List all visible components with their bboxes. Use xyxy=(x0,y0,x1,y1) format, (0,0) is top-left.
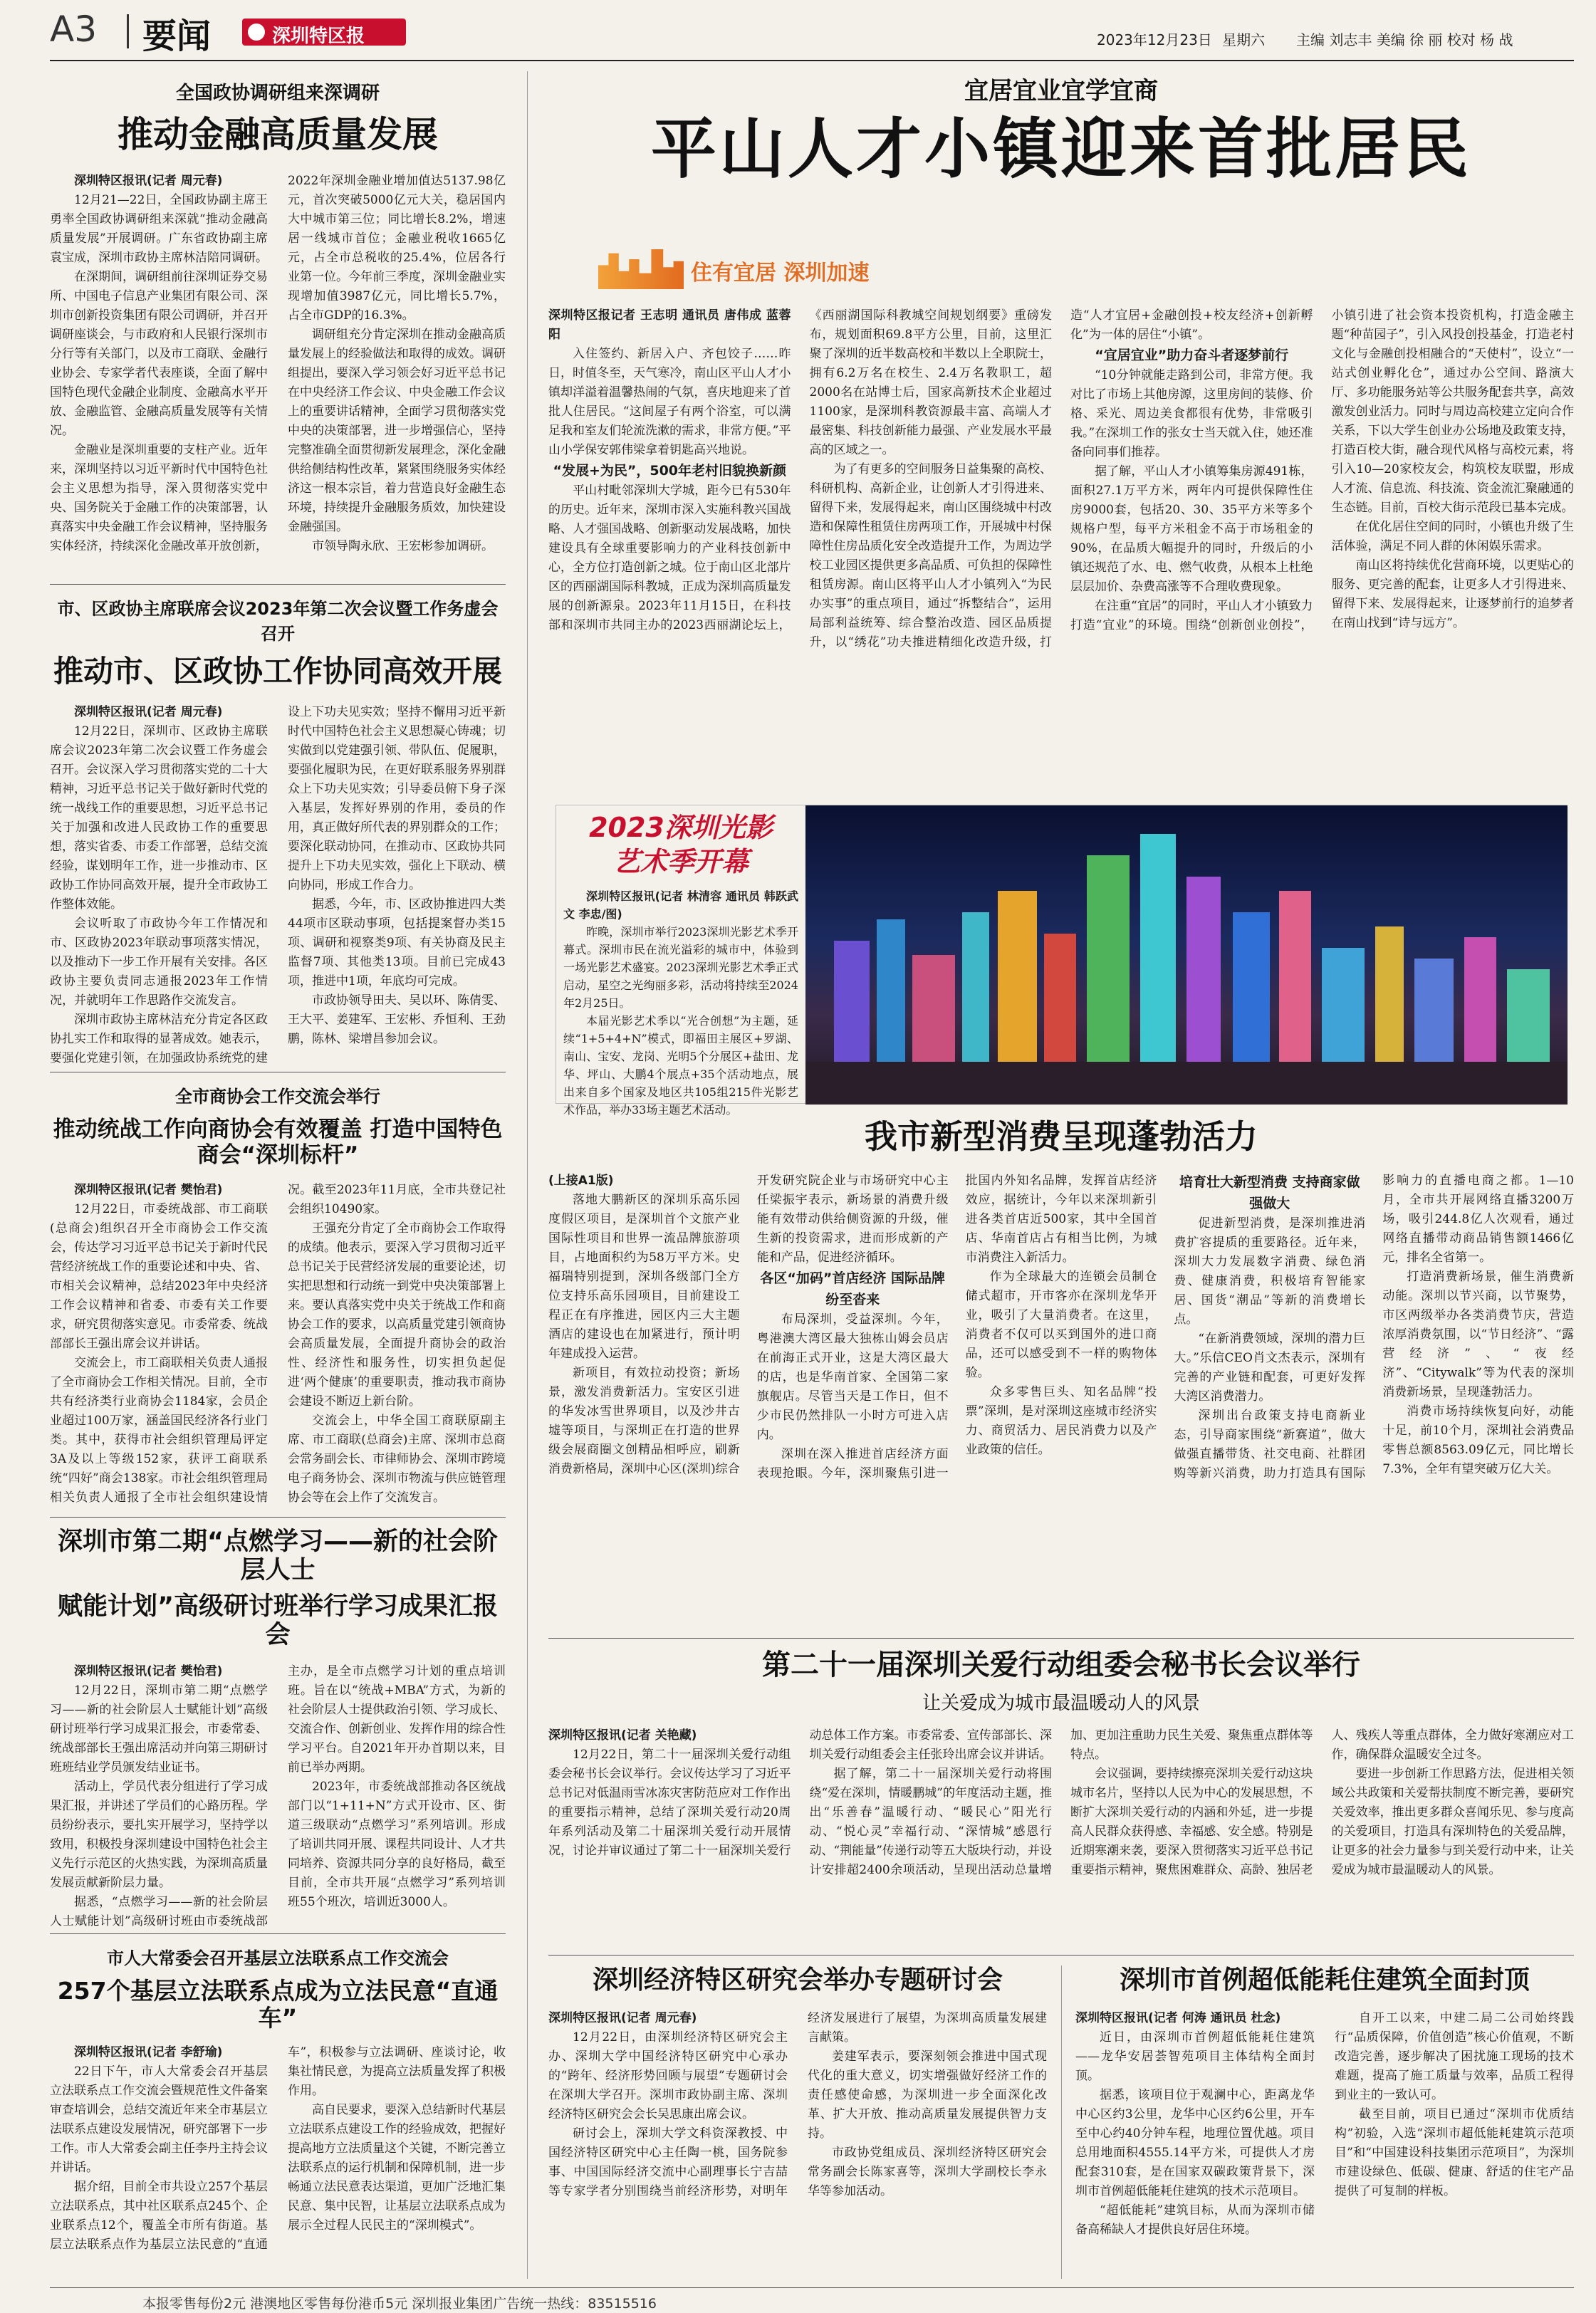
article-headline: 推动市、区政协工作协同高效开展 xyxy=(53,654,502,689)
paragraph: 在优化居住空间的同时，小镇也升级了生活体验，满足不同人群的休闲娱乐需求。 xyxy=(1331,520,1574,553)
footer-line: 本报零售每份2元 港澳地区零售每份港币5元 深圳报业集团广告统一热线：83515516 xyxy=(142,2296,657,2312)
article-body xyxy=(50,703,506,1087)
paragraph: 深圳在深入推进首店经济方面表现抢眼。今年，深圳聚焦引进一批国内外知名品牌，发挥首店经济效应，据统计，今年以来深圳新引进各类首店近500家，其中全国首店、华南首店占有相当比例，为城市消费注入新活力。 xyxy=(756,1173,1157,1481)
footer-rule xyxy=(50,2287,1574,2288)
light-art-body xyxy=(563,887,798,1117)
paragraph: 据悉，今年，市、区政协推进四大类44项市区联动事项，包括提案督办类15项、调研和视察类9项、有关协商及民主监督7项、其他类13项。目前已完成43项，推进中1项，年底均可完成。 xyxy=(288,897,506,989)
paragraph: 12月22日，由深圳经济特区研究会主办、深圳大学中国经济特区研究中心承办的“跨年、经济形势回顾与展望”专题研讨会在深圳大学召开。深圳市政协副主席、深圳经济特区研究会会长吴思康出席会议。 xyxy=(548,2030,788,2122)
consumption-story xyxy=(548,1118,1574,1631)
paragraph: 南山区将持续优化营商环境，以更贴心的服务、更完善的配套，让更多人才引得进来、留得下来、发展得起来，让逐梦前行的追梦者在南山找到“诗与远方”。 xyxy=(1331,558,1574,630)
issue-date: 2023年12月23日 xyxy=(1097,31,1212,48)
econ-forum-body xyxy=(548,2009,1047,2280)
paragraph: 市政协党组成员、深圳经济特区研究会常务副会长陈家喜等，深圳大学副校长李永华等参加活动。 xyxy=(808,2146,1047,2199)
masthead-rule xyxy=(50,60,1574,61)
article-headline-line1: 深圳市第二期“点燃学习——新的社会阶层人士 xyxy=(57,1528,498,1585)
article-body xyxy=(50,172,506,570)
article-headline: 推动统战工作向商协会有效覆盖 打造中国特色商会“深圳标杆” xyxy=(53,1117,503,1168)
paragraph: 布局深圳，受益深圳。今年，粤港澳大湾区最大独栋山姆会员店在前海正式开业，这是大湾区最大的店，也是华南首家、全国第二家旗舰店。尽管当天是工作日，但不少市民仍然排队一小时方可进入店内。 xyxy=(756,1312,949,1442)
building xyxy=(834,941,870,1069)
paragraph: 调研组充分肯定深圳在推动金融高质量发展上的经验做法和取得的成效。调研组提出，要深入学习领会好习近平总书记在中央经济工作会议、中央金融工作会议上的重要讲话精神，全面学习贯彻落实党中央的决策部署，进一步增强信心，坚持完整准确全面贯彻新发展理念，深化金融供给侧结构性改革，紧紧围绕服务实体经济这一根本宗旨，着力营造良好金融生态环境，持续提升金融服务质效，加快建设金融强国。 xyxy=(288,327,506,534)
section-rule xyxy=(548,1638,1574,1639)
paragraph: 研讨会上，深圳大学文科资深教授、中国经济特区研究中心主任陶一桃，国务院参事、中国国际经济交流中心副理事长宁吉喆等专家学者分别围绕当前经济形势，对明年经济发展进行了展望，为深圳高质量发展建言献策。 xyxy=(548,2011,1047,2199)
byline: 深圳特区报记者 王志明 通讯员 唐伟成 蓝蓉阳 xyxy=(548,308,791,342)
building xyxy=(1464,937,1496,1069)
section-rule xyxy=(548,1955,1574,1956)
lead-kicker: 宜居宜业宜学宜商 xyxy=(964,77,1158,105)
building xyxy=(1044,934,1076,1069)
paragraph: 会议听取了市政协今年工作情况和市、区政协2023年联动事项落实情况，以及推动下一步工作开展有关安排。各区政协主要负责同志通报2023年工作情况，并就明年工作思路作交流发言。 xyxy=(50,917,268,1008)
paragraph: 在深期间，调研组前往深圳证券交易所、中国电子信息产业集团有限公司、深圳市创新投资集团有限公司调研，并召开调研座谈会，与市政府和人民银行深圳市分行等有关部门，以及市工商联、金融行业协会、专家学者代表座谈，全面了解中国特色现代金融企业制度、金融高水平开放、金融监管、金融高质量发展等有关情况。 xyxy=(50,269,268,438)
paragraph: 深圳出台政策支持电商新业态，引导商家围绕“新赛道”，做大做强直播带货、社交电商、社群团购等新兴消费，助力打造具有国际影响力的直播电商之都。1—10月，全市共开展网络直播3200万场，吸引244.8亿人次观看，通过网络直播带动商品销售额1466亿元，排名全省第一。 xyxy=(1174,1173,1574,1481)
paragraph: “10分钟就能走路到公司，非常方便。我对比了市场上其他房源，这里房间的装修、价格、采光、周边美食都很有优势，非常吸引我。”在深圳工作的张女士当天就入住，她还准备向同事们推荐。 xyxy=(1070,368,1313,459)
paragraph: 促进新型消费，是深圳推进消费扩容提质的重要路径。近年来，深圳大力发展数字消费、绿色消费、健康消费，积极培育智能家居、国货“潮品”等新的消费增长点。 xyxy=(1174,1216,1366,1327)
paragraph: 据悉，“点燃学习——新的社会阶层人士赋能计划”高级研讨班由市委统战部主办，是全市点燃学习计划的重点培训班。旨在以“统战+MBA”方式，为新的社会阶层人士提供政治引领、学习成长、交流合作、创新创业、发挥作用的综合性学习平台。自2021年开办首期以来，目前已举办两期。 xyxy=(50,1664,506,1928)
paragraph: 昨晚，深圳市举行2023深圳光影艺术季开幕式。深圳市民在流光溢彩的城市中，体验到一场光影艺术盛宴。2023深圳光影艺术季正式启动，星空之光绚丽多彩，活动将持续至2024年2月25日。 xyxy=(563,925,798,1011)
paragraph: 12月21—22日，全国政协副主席王勇率全国政协调研组来深就“推动金融高质量发展”开展调研。广东省政协副主席袁宝成，深圳市政协主席林洁陪同调研。 xyxy=(50,192,268,265)
paragraph: 自开工以来，中建二局二公司始终践行“品质保障，价值创造”核心价值观，不断改造完善，逐步解决了困扰施工现场的技术难题，提高了施工质量与效率，品质工程得到业主的一致认可。 xyxy=(1335,2011,1574,2103)
weekday: 星期六 xyxy=(1222,31,1266,48)
byline: 深圳特区报讯(记者 樊怡君) xyxy=(74,1664,223,1678)
article-headline: 推动金融高质量发展 xyxy=(118,114,438,155)
subhead: “宜居宜业”助力奋斗者逐梦前行 xyxy=(1095,348,1289,363)
subhead: 各区“加码”首店经济 国际品牌纷至沓来 xyxy=(760,1270,945,1307)
jump-line: (上接A1版) xyxy=(548,1173,614,1188)
consumption-headline: 我市新型消费呈现蓬勃活力 xyxy=(865,1117,1258,1156)
lead-banner xyxy=(598,249,869,289)
column-divider xyxy=(1061,1965,1062,2279)
paragraph: 入住签约、新居入户、齐包饺子……昨日，时值冬至，天气寒冷，南山区平山人才小镇却洋溢着温馨热闹的气氛，喜庆地迎来了首批人住居民。“这间屋子有两个浴室，可以满足我和室友们轮流洗漱的需求，非常方便。”平山小学保安郭伟梁拿着钥匙高兴地说。 xyxy=(548,347,791,457)
paragraph: 高自民要求，要深入总结新时代基层立法联系点建设工作的经验成效，把握好提高地方立法质量这个关键，不断完善立法联系点的运行机制和保障机制，进一步畅通立法民意表达渠道，更加广泛地汇集民意、集中民智，让基层立法联系点成为展示全过程人民民主的“深圳模式”。 xyxy=(288,2102,506,2233)
paragraph: 2023年，市委统战部推动各区统战部门以“1+11+N”方式开设市、区、街道三级联动“点燃学习”系列培训。形成了培训共同开展、课程共同设计、人才共同培养、资源共同分享的良好格局，截至目前，全市共开展“点燃学习”系列培训班55个班次，培训近3000人。 xyxy=(288,1780,506,1909)
editors-line: 主编 刘志丰 美编 徐 丽 校对 杨 战 xyxy=(1296,31,1513,48)
green-building-story xyxy=(1075,1965,1574,2286)
building xyxy=(877,919,905,1069)
building xyxy=(1279,891,1311,1069)
paragraph: 12月22日，市委统战部、市工商联(总商会)组织召开全市商协会工作交流会，传达学习习近平总书记关于新时代民营经济统战工作的重要论述和中央、省、市相关会议精神，总结2023年中央经济工作会议精神和省委、市委有关工作要求，研究贯彻落实意见。市委常委、统战部部长王强出席会议并讲话。 xyxy=(50,1202,268,1352)
building xyxy=(1507,969,1550,1069)
article-body xyxy=(50,1181,506,1537)
issue-date-block xyxy=(1097,28,1265,49)
paragraph: 近日，由深圳市首例超低能耗住建筑——龙华安居荟智苑项目主体结构全面封顶。 xyxy=(1075,2030,1315,2084)
paragraph: 据悉，该项目位于观澜中心，距离龙华中心区约3公里，龙华中心区约6公里，开车至中心约40分钟车程，地理位置优越。项目总用地面积4555.14平方米，可提供人才房配套310套，是在国家双碳政策背景下，深圳市首例超低能耗住建筑的技术示范项目。 xyxy=(1075,2088,1315,2199)
paragraph: 会议强调，要持续擦亮深圳关爱行动这块城市名片，坚持以人民为中心的发展思想，不断扩大深圳关爱行动的内涵和外延，进一步提高人民群众获得感、幸福感、安全感。特别是近期寒潮来袭，要深入贯彻落实习近平总书记重要指示精神，聚焦困难群众、高龄、独居老人、残疾人等重点群体，全力做好寒潮应对工作，确保群众温暖安全过冬。 xyxy=(1070,1728,1574,1877)
paragraph: 据介绍，目前全市共设立257个基层立法联系点，其中社区联系点245个、企业联系点12个，覆盖全市所有街道。基层立法联系点作为基层立法民意的“直通车”，积极参与立法调研、座谈讨论，收集社情民意，为提高立法质量发挥了积极作用。 xyxy=(50,2045,506,2252)
paragraph: 平山村毗邻深圳大学城，距今已有530年的历史。近年来，深圳市深入实施科教兴国战略、人才强国战略、创新驱动发展战略，加快建设具有全球重要影响力的产业科技创新中心，全方位打造创新之城。位于南山区北部片区的西丽湖国际科教城，正成为深圳高质量发展的创新源泉。2023年11月15日，在科技部和深圳市共同主办的2023西丽湖论坛上，《西丽湖国际科教城空间规划纲要》重磅发布，规划面积69.8平方公里，目前，这里汇聚了深圳的近半数高校和半数以上全职院士，拥有6.2万名在校生、2.4万名教职工，超2000名在站博士后，国家高新技术企业超过1100家，是深圳科教资源最丰富、高端人才最密集、科技创新能力最强、产业发展水平最高的区域之一。 xyxy=(548,308,1052,632)
paragraph: 要进一步创新工作思路方法，促进相关领域公共政策和关爱帮扶制度不断完善，要研究关爱效率，推出更多群众喜闻乐见、参与度高的关爱项目，打造具有深圳特色的关爱品牌，让更多的社会力量参与到关爱行动中来，让关爱成为城市最温暖动人的风景。 xyxy=(1331,1767,1574,1877)
article-kicker: 全市商协会工作交流会举行 xyxy=(175,1087,380,1107)
love-action-story xyxy=(548,1649,1574,1948)
love-action-body xyxy=(548,1726,1574,1947)
logo-emblem-icon xyxy=(248,24,265,41)
paragraph: 为了有更多的空间服务日益集聚的高校、科研机构、高新企业，让创新人才引得进来、留得下来，发展得起来，南山区围绕城中村改造和保障性租赁住房两项工作，开展城中村保障性住房品质化安全改造提升工作，为周边学校工业园区提供更多高品质、可负担的保障性租赁房源。南山区将平山人才小镇列入“为民办实事”的重点项目，通过“拆整结合”，运用局部利益统筹、综合整治改造、园区品质提升，以“绣花”功夫推进精细化改造升级，打造“人才宜居+金融创投+校友经济+创新孵化”为一体的居住“小镇”。 xyxy=(809,308,1313,649)
paragraph: 市领导陶永欣、王宏彬参加调研。 xyxy=(312,538,494,553)
masthead-divider xyxy=(127,14,129,48)
paragraph: 金融业是深圳重要的支柱产业。近年来，深圳坚持以习近平新时代中国特色社会主义思想为指导，深入贯彻落实党中央、国务院关于金融工作的决策部署，认真落实中央金融工作会议精神，坚持服务实体经济，持续深化金融改革开放创新，2022年深圳金融业增加值达5137.98亿元，首次突破5000亿元大关，稳居国内大中城市第三位；同比增长8.2%，增速居一线城市首位；金融业税收1665亿元，占全市总税收的25.4%，位居各行业第一位。今年前三季度，深圳金融业实现增加值3987亿元，同比增长5.7%，占全市GDP的16.3%。 xyxy=(50,173,506,553)
paragraph: 据了解，第二十一届深圳关爱行动将围绕“爱在深圳，情暖鹏城”的年度活动主题，推出“乐善春”温暖行动、“暖民心”阳光行动、“悦心灵”幸福行动、“深情城”感恩行动、“荆能量”传递行动等五大版块行动，并设计安排超2400余项活动，呈现出活动总量增加、更加注重助力民生关爱、聚焦重点群体等特点。 xyxy=(809,1728,1313,1877)
byline: 深圳特区报讯(记者 关艳藏) xyxy=(548,1728,697,1743)
newspaper-logo xyxy=(242,19,406,46)
light-art-story xyxy=(556,805,1567,1117)
article-finance xyxy=(50,78,506,570)
article-cppcc xyxy=(50,595,506,1066)
light-art-textbox xyxy=(563,812,798,1117)
paragraph: 交流会上，中华全国工商联原副主席、市工商联(总商会)主席、深圳市总商会常务副会长、市律师协会、深圳市跨境电子商务协会、深圳市物流与供应链管理协会等在会上作了交流发言。 xyxy=(288,1414,506,1505)
masthead xyxy=(0,0,1596,61)
econ-forum-headline: 深圳经济特区研究会举办专题研讨会 xyxy=(592,1965,1003,1995)
article-body xyxy=(50,2043,506,2307)
night-skyline-photo xyxy=(805,805,1568,1105)
building xyxy=(1233,912,1270,1069)
section-rule xyxy=(50,584,506,585)
econ-forum-story xyxy=(548,1965,1047,2286)
paragraph: 在注重“宜居”的同时，平山人才小镇致力打造“宜业”的环境。围绕“创新创业创投”，小镇引进了社会资本投资机构，打造金融主题“种苗园子”，引入风投创投基金，打造老村文化与金融创投相融合的“天使村”，设立“一站式创业孵化仓”，通过办公空间、路演大厅、多功能服务站等公共服务配套共享，高效激发创业活力。同时与周边高校建立定向合作关系，下以大学生创业办公场地及政策支持，打造百校大街，融合现代风格与高校元素，将引入10—20家校友会，构筑校友联盟，形成人才流、信息流、科技流、资金流汇聚融通的生态链。目前，百校大街示范段已基本完成。 xyxy=(1070,308,1574,632)
lead-banner-text: 住有宜居 深圳加速 xyxy=(691,261,870,286)
column-divider xyxy=(527,71,528,2279)
paragraph: 交流会上，市工商联相关负责人通报了全市商协会工作相关情况。目前，全市共有经济类行业商协会1184家，会员企业超过100万家，涵盖国民经济各行业门类。其中，获得市社会组织管理局评定3A及以上等级152家，获评工商联系统“四好”商会138家。市社会组织管理局相关负责人通报了全市社会组织建设情况。截至2023年11月底，全市共登记社会组织10490家。 xyxy=(50,1183,506,1505)
light-art-title-line1: 2023深圳光影 xyxy=(589,812,773,843)
paragraph: 作为全球最大的连锁会员制仓储式超市，开市客亦在深圳龙华开业，吸引了大量消费者。在这里，消费者不仅可以买到国外的进口商品，还可以感受到不一样的购物体验。 xyxy=(965,1269,1157,1380)
page-number: A3 xyxy=(50,9,98,50)
building xyxy=(962,912,989,1069)
building xyxy=(1414,959,1454,1069)
byline: 深圳特区报讯(记者 林清容 通讯员 韩跃武 文 李忠/图) xyxy=(563,889,798,921)
crowd xyxy=(805,1062,1568,1105)
green-building-body xyxy=(1075,2009,1574,2280)
paragraph: 12月22日，第二十一届深圳关爱行动组委会秘书长会议举行。会议传达学习了习近平总书记对低温雨雪冰冻灾害防范应对工作作出的重要指示精神，总结了深圳关爱行动20周年系列活动及第二十届深圳关爱行动开展情况，讨论并审议通过了第二十一届深圳关爱行动总体工作方案。市委常委、宣传部部长、深圳关爱行动组委会主任张玲出席会议并讲话。 xyxy=(548,1728,1052,1858)
building xyxy=(1140,834,1176,1069)
paragraph: 市政协领导田夫、吴以环、陈倩雯、王大平、姜建军、王宏彬、乔恒利、王劲鹏，陈林、梁增昌参加会议。 xyxy=(288,993,506,1047)
building xyxy=(1087,855,1130,1069)
byline: 深圳特区报讯(记者 周元春) xyxy=(548,2011,697,2026)
building xyxy=(1375,926,1404,1069)
love-action-headline: 第二十一届深圳关爱行动组委会秘书长会议举行 xyxy=(762,1649,1360,1681)
paragraph: 王强充分肯定了全市商协会工作取得的成绩。他表示，要深入学习贯彻习近平总书记关于民营经济发展的重要论述，切实把思想和行动统一到党中央决策部署上来。要认真落实党中央关于统战工作和商协会工作的要求，以高质量党建引领商协会高质量发展，全面提升商协会的政治性、经济性和服务性，切实担负起促进‘两个健康’的重要职责，推动我市商协会建设不断迈上新台阶。 xyxy=(288,1221,506,1409)
article-kicker: 市、区政协主席联席会议2023年第二次会议暨工作务虚会召开 xyxy=(57,599,499,644)
byline: 深圳特区报讯(记者 李舒瑜) xyxy=(74,2045,223,2059)
paragraph: 22日下午，市人大常委会召开基层立法联系点工作交流会暨规范性文件备案审查培训会，总结交流近年来全市基层立法联系点建设发展情况，研究部署下一步工作。市人大常委会副主任李丹主持会议并讲话。 xyxy=(50,2064,268,2175)
section-name: 要闻 xyxy=(142,16,212,56)
building xyxy=(1186,877,1221,1069)
paragraph: 12月22日，深圳市第二期“点燃学习——新的社会阶层人士赋能计划”高级研讨班举行学习成果汇报会，市委常委、统战部部长王强出席活动并向第三期研讨班班结业学员颁发结业证书。 xyxy=(50,1683,268,1775)
article-chamber xyxy=(50,1082,506,1510)
lead-story xyxy=(548,71,1574,783)
paragraph: 消费市场持续恢复向好，动能十足，前10个月，深圳社会消费品零售总额8563.09亿元，同比增长7.3%，全年有望突破万亿大关。 xyxy=(1382,1404,1574,1476)
building xyxy=(912,955,955,1069)
building xyxy=(998,891,1037,1069)
paragraph: 据了解，平山人才小镇筹集房源491栋，面积27.1万平方米，两年内可提供保障性住房9000套，包括20、30、35平方米等多个规格户型，每平方米租金不高于市场租金的90%，在品质大幅提升的同时，升级后的小镇还规范了水、电、燃气收费，从根本上杜绝层层加价、杂费高涨等不合理收费现象。 xyxy=(1070,464,1313,594)
skyline-icon xyxy=(598,249,684,289)
lead-headline: 平山人才小镇迎来首批居民 xyxy=(650,111,1471,187)
section-rule xyxy=(50,1933,506,1934)
green-building-headline: 深圳市首例超低能耗住建筑全面封顶 xyxy=(1119,1965,1530,1995)
paragraph: 众多零售巨头、知名品牌“投票”深圳，是对深圳这座城市经济实力、商贸活力、居民消费力以及产业政策的信任。 xyxy=(965,1384,1157,1457)
subhead: “发展+为民”，500年老村旧貌换新颜 xyxy=(553,463,787,479)
byline: 深圳特区报讯(记者 周元春) xyxy=(74,705,223,720)
byline: 深圳特区报讯(记者 周元春) xyxy=(74,173,223,188)
paragraph: 姜建军表示，要深刻领会推进中国式现代化的重大意义，切实增强做好经济工作的责任感使命感，为深圳进一步全面深化改革、扩大开放、推动高质量发展提供智力支持。 xyxy=(808,2050,1047,2141)
paragraph: 12月22日，深圳市、区政协主席联席会议2023年第二次会议暨工作务虚会召开。会议深入学习贯彻落实党的二十大精神，习近平总书记关于做好新时代党的统一战线工作的重要思想，习近平总书记关于加强和改进人民政协工作的重要思想，落实省委、市委工作部署，总结交流经验，谋划明年工作，进一步推动市、区政协工作协同高效开展，提升全市政协工作整体效能。 xyxy=(50,724,268,912)
article-headline-line2: 赋能计划”高级研讨班举行学习成果汇报会 xyxy=(57,1592,498,1649)
love-action-subtitle: 让关爱成为城市最温暖动人的风景 xyxy=(922,1693,1200,1714)
paragraph: 打造消费新场景，催生消费新动能。深圳以节兴商，以节聚势，市区两级举办各类消费节庆，营造浓厚消费氛围，以“节日经济”、“露营经济”、“夜经济”、“Citywalk”等为代表的深圳消费新场景，呈现蓬勃活力。 xyxy=(1382,1269,1574,1399)
paragraph: “在新消费领域，深圳的潜力巨大。”乐信CEO肖文杰表示，深圳有完善的产业链和配套，可更好发挥大湾区消费潜力。 xyxy=(1174,1331,1366,1404)
article-kicker: 全国政协调研组来深调研 xyxy=(175,83,380,104)
paragraph: 截至目前，项目已通过“深圳市优质结构”初验，入选“深圳市超低能耗建筑示范项目”和“中国建设科技集团示范项目”，为深圳市建设绿色、低碳、健康、舒适的住宅产品提供了可复制的样板。 xyxy=(1335,2107,1574,2199)
paragraph: 深圳市政协主席林洁充分肯定各区政协扎实工作和取得的显著成效。她表示，要强化党建引领，在加强政协系统党的建设上下功夫见实效；坚持不懈用习近平新时代中国特色社会主义思想凝心铸魂；切实做到以党建强引领、带队伍、促履职，要强化履职为民，在更好联系服务界别群众上下功夫见实效；引导委员俯下身子深入基层，发挥好界别的作用，委员的作用，真正做好所代表的界别群众的工作；要深化联动协同，在推动市、区政协共同提升上下功夫见实效，强化上下联动、横向协同，形成工作合力。 xyxy=(50,705,506,1066)
paragraph: 新项目，有效拉动投资；新场景，激发消费新活力。宝安区引进的华发冰雪世界项目，以及沙井古墟等项目，与深圳正在打造的世界级会展商圈文创精品相呼应，刷新消费新格局，深圳中心区(深圳)综合开发研究院企业与市场研究中心主任梁振宇表示，新场景的消费升级能有效带动供给侧资源的升级，催生新的投资需求，进而形成新的产能和产品，促进经济循环。 xyxy=(548,1173,949,1476)
article-learning xyxy=(50,1528,506,1926)
paragraph: 落地大鹏新区的深圳乐高乐园度假区项目，是深圳首个文旅产业国际性项目和世界一流品牌旅游项目，占地面积约为58万平方米。史福瑞特别提到，深圳各级部门全方位支持乐高乐园项目，目前建设工程正在有序推进，园区内三大主题酒店的建设也在加紧进行，预计明年建成投入运营。 xyxy=(548,1192,740,1361)
building xyxy=(1322,948,1365,1069)
section-rule xyxy=(50,1517,506,1518)
paragraph: 本届光影艺术季以“光合创想”为主题，延续“1+5+4+N”模式，即福田主展区+罗湖、南山、宝安、龙岗、光明5个分展区+盐田、龙华、坪山、大鹏4个展点+35个活动地点，展出来自多个国家及地区共105组215件光影艺术作品，举办33场主题艺术活动。 xyxy=(563,1014,798,1117)
logo-text: 深圳特区报 xyxy=(272,26,365,47)
article-headline: 257个基层立法联系点成为立法民意“直通车” xyxy=(57,1977,499,2032)
light-art-title-line2: 艺术季开幕 xyxy=(612,845,749,877)
paragraph: 活动上，学员代表分组进行了学习成果汇报，并讲述了学员们的心路历程。学员纷纷表示，要扎实开展学习，坚持学以致用，积极投身深圳建设中国特色社会主义先行示范区的火热实践，为深圳高质量发展贡献新阶层力量。 xyxy=(50,1780,268,1890)
consumption-body xyxy=(548,1171,1574,1613)
byline: 深圳特区报讯(记者 樊怡君) xyxy=(74,1183,223,1198)
article-legislation xyxy=(50,1944,506,2279)
skyline-graphic xyxy=(805,805,1568,1105)
article-body xyxy=(50,1662,506,1975)
paragraph: “超低能耗”建筑目标，从而为深圳市储备高稀缺人才提供良好居住环境。 xyxy=(1075,2203,1315,2238)
lead-body xyxy=(548,306,1574,762)
byline: 深圳特区报讯(记者 何涛 通讯员 杜念) xyxy=(1075,2011,1281,2026)
article-kicker: 市人大常委会召开基层立法联系点工作交流会 xyxy=(107,1948,449,1968)
subhead: 培育壮大新型消费 支持商家做强做大 xyxy=(1179,1174,1360,1211)
